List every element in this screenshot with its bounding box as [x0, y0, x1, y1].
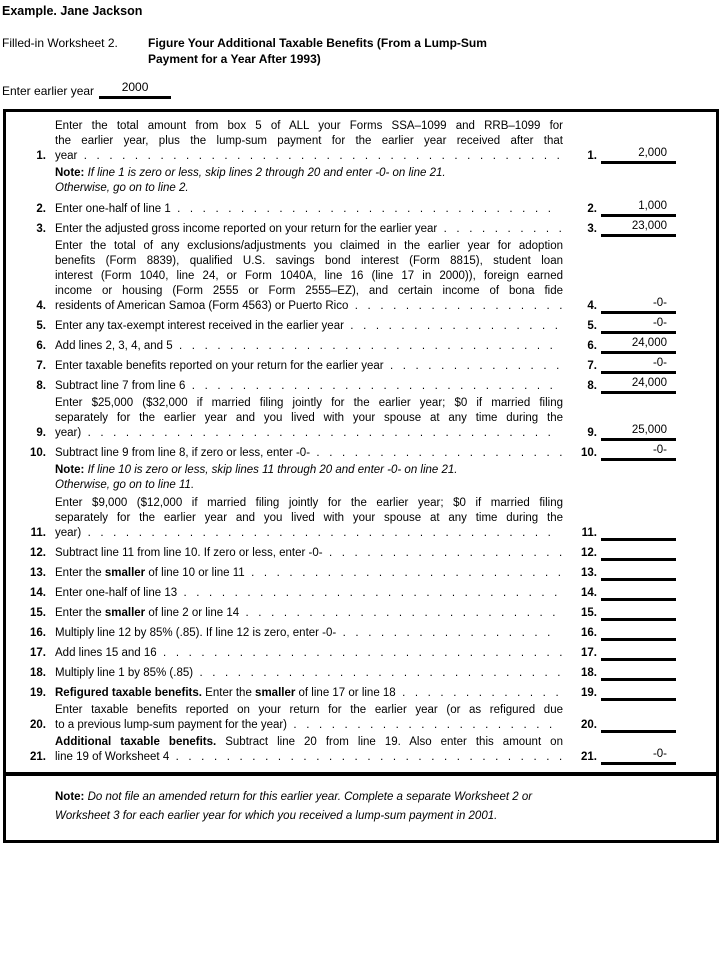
text-segment: Additional taxable benefits. [55, 736, 217, 748]
dot-leader: . . . . . . . . . . [437, 223, 562, 235]
footer-note-line [55, 807, 656, 826]
worksheet-line-item [6, 119, 676, 164]
line-number: 20. [30, 719, 46, 731]
dot-leader: . . . . . . . . . . . . . . . . . . . . . . . . . . . . . . . . . . . . . [81, 427, 551, 439]
amount-cell [571, 683, 676, 701]
example-heading: Example. Jane Jackson [2, 4, 143, 18]
line-text [55, 119, 563, 164]
amount-entry-line [601, 663, 676, 681]
note-text-line [55, 166, 676, 181]
amount-entry-line [601, 219, 676, 237]
line-text [55, 686, 563, 701]
dot-leader: . . . . . . . . . . . . . . . . . . . . . [287, 719, 553, 731]
note-text-line [55, 478, 676, 493]
amount-entry-line [601, 523, 676, 541]
text-line [55, 222, 563, 237]
dot-leader: . . . . . . . . . . . . . . . . . . . . . . . . . . . . . . [177, 587, 558, 599]
earlier-year-label: Enter earlier year [2, 84, 95, 98]
text-segment: Enter taxable benefits reported on your return for the earlier year (or as refigured due [55, 704, 563, 716]
amount-cell [571, 219, 676, 237]
dot-leader: . . . . . . . . . . . . . . . . . . . . . . . . . . . . . . . . . . . . . [81, 527, 551, 539]
text-line [55, 666, 563, 681]
amount-line-number: 18. [581, 667, 597, 679]
dot-leader: . . . . . . . . . . . . . . . . . . . . . . . . . . . . . . [170, 203, 551, 215]
amount-line-number: 8. [587, 380, 597, 392]
worksheet-line-item [6, 563, 676, 581]
line-number: 15. [30, 607, 46, 619]
text-line [55, 411, 563, 426]
text-segment: smaller [104, 607, 146, 619]
dot-leader: . . . . . . . . . . . . . . . . . . . . . . . . . . . . . [193, 667, 561, 679]
text-segment: smaller [104, 567, 146, 579]
amount-cell [571, 583, 676, 601]
amount-value: -0- [652, 297, 667, 309]
text-line [55, 239, 563, 254]
worksheet-line-item [6, 443, 676, 461]
line-text [55, 496, 563, 541]
worksheet-title-line-2: Payment for a Year After 1993) [148, 52, 321, 66]
line-text [55, 202, 563, 217]
text-line [55, 735, 563, 750]
text-segment: interest (Form 1040, line 24, or Form 1040A, line 16 (line 17 in 2000)), foreign earned [55, 270, 563, 282]
worksheet-box [3, 109, 719, 843]
text-line [55, 546, 563, 561]
line-number: 17. [30, 647, 46, 659]
text-line [55, 119, 563, 134]
text-segment: Worksheet 3 for each earlier year for which you received a lump-sum payment in 2001. [55, 810, 498, 822]
worksheet-title-line-1: Figure Your Additional Taxable Benefits (From a Lump-Sum [148, 36, 487, 50]
text-line [55, 269, 563, 284]
text-segment: Enter the [201, 687, 256, 699]
text-segment: Enter the [55, 567, 105, 579]
amount-cell [571, 296, 676, 314]
amount-line-number: 13. [581, 567, 597, 579]
worksheet-rows [6, 112, 716, 776]
worksheet-line-item [6, 356, 676, 374]
dot-leader: . . . . . . . . . . . . . . . . . . . . . . . . . [244, 567, 561, 579]
text-segment: Note: [55, 464, 85, 476]
text-line [55, 299, 563, 314]
amount-cell [571, 623, 676, 641]
earlier-year-row [2, 80, 721, 99]
amount-entry-line [601, 336, 676, 354]
line-text [55, 735, 563, 765]
dot-leader: . . . . . . . . . . . . . . . . . [343, 320, 558, 332]
amount-cell [571, 543, 676, 561]
worksheet-title-row [0, 35, 721, 67]
line-text [55, 239, 563, 314]
text-segment: to a previous lump-sum payment for the year) [55, 719, 288, 731]
amount-entry-line [601, 623, 676, 641]
amount-value: -0- [652, 357, 667, 369]
text-segment: Otherwise, go on to line 2. [55, 182, 189, 194]
text-line [55, 202, 563, 217]
text-segment: income or housing (Form 2555 or Form 2555–EZ), and certain income of bona fide [55, 285, 563, 297]
text-line [55, 686, 563, 701]
inline-note [55, 463, 676, 493]
line-text [55, 319, 563, 334]
amount-line-number: 7. [587, 360, 597, 372]
worksheet-line-item [6, 496, 676, 541]
amount-entry-line [601, 603, 676, 621]
line-text [55, 703, 563, 733]
amount-entry-line [601, 583, 676, 601]
earlier-year-value: 2000 [121, 80, 149, 94]
worksheet-line-item [6, 219, 676, 237]
text-segment: year [55, 150, 78, 162]
amount-value: 2,000 [638, 147, 667, 159]
text-segment: Do not file an amended return for this earlier year. Complete a separate Worksheet 2 or [84, 791, 533, 803]
dot-leader: . . . . . . . . . . . . . . [383, 360, 560, 372]
text-line [55, 586, 563, 601]
amount-line-number: 14. [581, 587, 597, 599]
line-text [55, 546, 563, 561]
text-segment: Enter any tax-exempt interest received in the earlier year [55, 320, 344, 332]
amount-value: -0- [652, 748, 667, 760]
line-text [55, 222, 563, 237]
worksheet-line-item [6, 703, 676, 733]
worksheet-line-item [6, 583, 676, 601]
text-segment: of line 17 or line 18 [295, 687, 396, 699]
text-line [55, 718, 563, 733]
earlier-year-entry-line [99, 80, 171, 99]
amount-cell [571, 523, 676, 541]
line-number: 16. [30, 627, 46, 639]
text-segment: Enter one-half of line 13 [55, 587, 178, 599]
amount-entry-line [601, 423, 676, 441]
text-segment: of line 10 or line 11 [145, 567, 245, 579]
amount-line-number: 20. [581, 719, 597, 731]
text-segment: Enter the [55, 607, 105, 619]
worksheet-title [148, 35, 487, 67]
amount-line-number: 6. [587, 340, 597, 352]
amount-entry-line [601, 443, 676, 461]
line-number: 14. [30, 587, 46, 599]
amount-cell [571, 747, 676, 765]
dot-leader: . . . . . . . . . . . . . [395, 687, 559, 699]
text-line [55, 379, 563, 394]
inline-note [55, 166, 676, 196]
line-number: 7. [36, 360, 46, 372]
text-segment: Subtract line 9 from line 8, if zero or less, enter -0- [55, 447, 311, 459]
line-text [55, 396, 563, 441]
text-line [55, 511, 563, 526]
dot-leader: . . . . . . . . . . . . . . . . . [336, 627, 551, 639]
dot-leader: . . . . . . . . . . . . . . . . . . . [322, 547, 563, 559]
amount-entry-line [601, 199, 676, 217]
text-line [55, 134, 563, 149]
text-segment: Subtract line 20 from line 19. Also enter this amount on [216, 736, 563, 748]
line-text [55, 359, 563, 374]
text-segment: Enter taxable benefits reported on your return for the earlier year [55, 360, 384, 372]
text-line [55, 566, 563, 581]
worksheet-line-item [6, 663, 676, 681]
text-segment: If line 10 is zero or less, skip lines 11 through 20 and enter -0- on line 21. [84, 464, 458, 476]
amount-cell [571, 146, 676, 164]
line-number: 4. [36, 300, 46, 312]
line-text [55, 646, 563, 661]
amount-line-number: 4. [587, 300, 597, 312]
line-text [55, 586, 563, 601]
amount-cell [571, 356, 676, 374]
amount-line-number: 15. [581, 607, 597, 619]
amount-entry-line [601, 683, 676, 701]
line-text [55, 626, 563, 641]
amount-entry-line [601, 376, 676, 394]
amount-line-number: 17. [581, 647, 597, 659]
line-number: 3. [36, 223, 46, 235]
line-text [55, 339, 563, 354]
text-line [55, 703, 563, 718]
dot-leader: . . . . . . . . . . . . . . . . . . . . [310, 447, 563, 459]
text-segment: Enter the total of any exclusions/adjustments you claimed in the earlier year for adoption [55, 240, 563, 252]
text-line [55, 496, 563, 511]
line-number: 10. [30, 447, 46, 459]
amount-cell [571, 563, 676, 581]
line-number: 18. [30, 667, 46, 679]
amount-cell [571, 199, 676, 217]
amount-cell [571, 336, 676, 354]
note-text-line [55, 463, 676, 478]
text-line [55, 750, 563, 765]
text-segment: separately for the earlier year and you lived with your spouse at any time during the [55, 412, 563, 424]
footer-note-line [55, 788, 656, 807]
text-line [55, 646, 563, 661]
footer-note-box [6, 776, 716, 840]
dot-leader: . . . . . . . . . . . . . . . . . . . . . . . . . . . . . . . . [156, 647, 563, 659]
amount-cell [571, 316, 676, 334]
text-segment: If line 1 is zero or less, skip lines 2 through 20 and enter -0- on line 21. [84, 167, 446, 179]
amount-cell [571, 603, 676, 621]
line-number: 6. [36, 340, 46, 352]
text-segment: of line 2 or line 14 [145, 607, 240, 619]
text-segment: line 19 of Worksheet 4 [55, 751, 170, 763]
worksheet-line-item [6, 603, 676, 621]
line-text [55, 379, 563, 394]
amount-value: -0- [652, 317, 667, 329]
worksheet-line-item [6, 735, 676, 765]
worksheet-line-item [6, 239, 676, 314]
line-number: 1. [36, 150, 46, 162]
worksheet-line-item [6, 643, 676, 661]
text-segment: Enter the total amount from box 5 of ALL your Forms SSA–1099 and RRB–1099 for [55, 120, 563, 132]
dot-leader: . . . . . . . . . . . . . . . . . . . . . . . . . . . . . . . [169, 751, 563, 763]
text-line [55, 626, 563, 641]
amount-line-number: 11. [581, 527, 597, 539]
amount-entry-line [601, 146, 676, 164]
text-segment: Add lines 15 and 16 [55, 647, 157, 659]
amount-line-number: 10. [581, 447, 597, 459]
text-line [55, 426, 563, 441]
line-text [55, 566, 563, 581]
text-segment: Subtract line 11 from line 10. If zero or less, enter -0- [55, 547, 323, 559]
text-line [55, 526, 563, 541]
worksheet-line-item [6, 376, 676, 394]
amount-entry-line [601, 296, 676, 314]
amount-cell [571, 643, 676, 661]
dot-leader: . . . . . . . . . . . . . . . . . . . . . . . . . [239, 607, 556, 619]
text-segment: smaller [255, 687, 296, 699]
worksheet-line-item [6, 199, 676, 217]
amount-line-number: 3. [587, 223, 597, 235]
amount-entry-line [601, 715, 676, 733]
text-segment: Note: [55, 791, 85, 803]
dot-leader: . . . . . . . . . . . . . . . . . . . . . . . . . . . . . [185, 380, 553, 392]
amount-value: 24,000 [631, 337, 667, 349]
worksheet-line-item [6, 623, 676, 641]
text-segment: Otherwise, go on to line 11. [55, 479, 195, 491]
amount-line-number: 12. [581, 547, 597, 559]
text-segment: Enter $9,000 ($12,000 if married filing jointly for the earlier year; $0 if married filing [55, 497, 563, 509]
line-text [55, 606, 563, 621]
amount-entry-line [601, 543, 676, 561]
text-segment: the earlier year, plus the lump-sum payment for the earlier year received after that [55, 135, 563, 147]
line-number: 11. [30, 527, 46, 539]
amount-entry-line [601, 316, 676, 334]
amount-value: -0- [652, 444, 667, 456]
note-text-line [55, 181, 676, 196]
line-number: 8. [36, 380, 46, 392]
worksheet-line-item [6, 336, 676, 354]
dot-leader: . . . . . . . . . . . . . . . . . [348, 300, 563, 312]
text-segment: Subtract line 7 from line 6 [55, 380, 186, 392]
amount-entry-line [601, 356, 676, 374]
amount-cell [571, 715, 676, 733]
amount-value: 25,000 [631, 424, 667, 436]
amount-cell [571, 376, 676, 394]
amount-value: 1,000 [638, 200, 667, 212]
text-line [55, 254, 563, 269]
amount-entry-line [601, 563, 676, 581]
line-number: 9. [36, 427, 46, 439]
amount-line-number: 19. [581, 687, 597, 699]
text-line [55, 149, 563, 164]
worksheet-line-item [6, 683, 676, 701]
line-number: 19. [30, 687, 46, 699]
line-text [55, 666, 563, 681]
worksheet-line-item [6, 316, 676, 334]
worksheet-line-item [6, 543, 676, 561]
amount-cell [571, 443, 676, 461]
text-segment: Multiply line 12 by 85% (.85). If line 12 is zero, enter -0- [55, 627, 337, 639]
line-number: 21. [30, 751, 46, 763]
line-number: 5. [36, 320, 46, 332]
text-line [55, 284, 563, 299]
text-segment: Refigured taxable benefits. [55, 687, 202, 699]
amount-cell [571, 423, 676, 441]
amount-line-number: 1. [587, 150, 597, 162]
text-segment: benefits (Form 8839), qualified U.S. savings bond interest (Form 8815), student loan [55, 255, 563, 267]
line-number: 2. [36, 203, 46, 215]
dot-leader: . . . . . . . . . . . . . . . . . . . . . . . . . . . . . . . . . . . . . . [77, 150, 560, 162]
text-line [55, 359, 563, 374]
amount-entry-line [601, 747, 676, 765]
line-text [55, 446, 563, 461]
worksheet-line-item [6, 396, 676, 441]
text-line [55, 606, 563, 621]
text-line [55, 339, 563, 354]
amount-value: 23,000 [631, 220, 667, 232]
text-line [55, 319, 563, 334]
text-segment: year) [55, 527, 82, 539]
text-segment: separately for the earlier year and you lived with your spouse at any time during the [55, 512, 563, 524]
text-segment: Multiply line 1 by 85% (.85) [55, 667, 194, 679]
text-line [55, 446, 563, 461]
line-number: 13. [30, 567, 46, 579]
amount-line-number: 5. [587, 320, 597, 332]
amount-value: 24,000 [631, 377, 667, 389]
text-line [55, 396, 563, 411]
amount-line-number: 2. [587, 203, 597, 215]
line-number: 12. [30, 547, 46, 559]
text-segment: Add lines 2, 3, 4, and 5 [55, 340, 173, 352]
text-segment: Note: [55, 167, 85, 179]
text-segment: Enter the adjusted gross income reported on your return for the earlier year [55, 223, 438, 235]
worksheet-label: Filled-in Worksheet 2. [2, 36, 118, 50]
amount-cell [571, 663, 676, 681]
text-segment: year) [55, 427, 82, 439]
amount-line-number: 16. [581, 627, 597, 639]
text-segment: Enter $25,000 ($32,000 if married filing jointly for the earlier year; $0 if married filing [55, 397, 563, 409]
text-segment: residents of American Samoa (Form 4563) or Puerto Rico [55, 300, 349, 312]
amount-line-number: 21. [581, 751, 597, 763]
text-segment: Enter one-half of line 1 [55, 203, 171, 215]
dot-leader: . . . . . . . . . . . . . . . . . . . . . . . . . . . . . . [172, 340, 553, 352]
amount-entry-line [601, 643, 676, 661]
amount-line-number: 9. [587, 427, 597, 439]
